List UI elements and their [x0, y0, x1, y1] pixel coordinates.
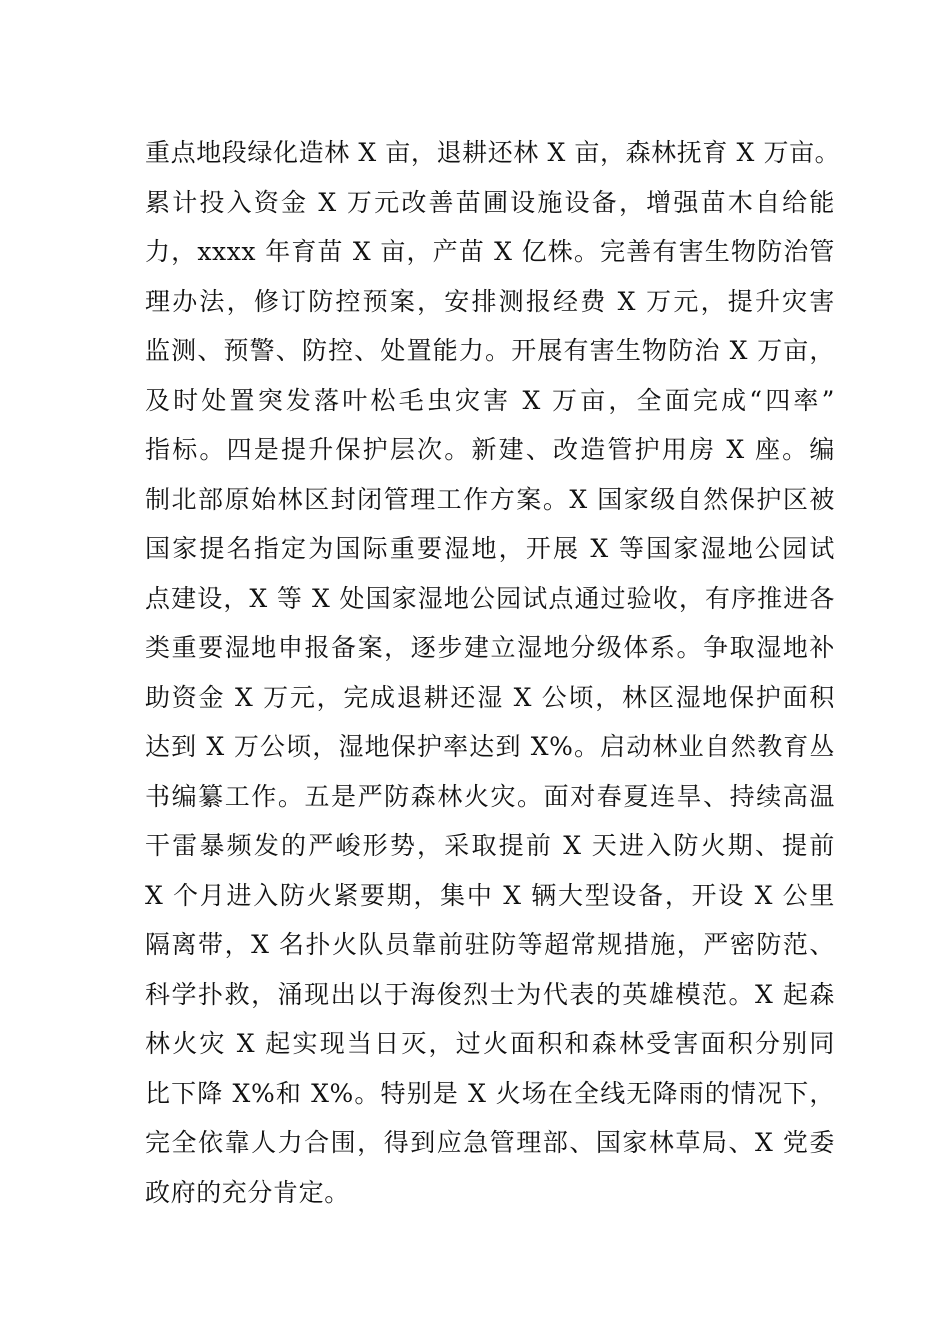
text-line: 干雷暴频发的严峻形势，采取提前 X 天进入防火期、提前 [145, 831, 835, 860]
text-line: 及时处置突发落叶松毛虫灾害 X 万亩，全面完成“四率” [145, 385, 835, 415]
text-line: 累计投入资金 X 万元改善苗圃设施设备，增强苗木自给能 [145, 187, 835, 217]
text-line: 类重要湿地申报备案，逐步建立湿地分级体系。争取湿地补 [145, 633, 835, 662]
text-line: 国家提名指定为国际重要湿地，开展 X 等国家湿地公园试 [145, 534, 835, 563]
text-line: 指标。四是提升保护层次。新建、改造管护用房 X 座。编 [145, 435, 835, 464]
text-line-last: 政府的充分肯定。 [145, 1177, 350, 1207]
text-line: 点建设，X 等 X 处国家湿地公园试点通过验收，有序推进各 [145, 583, 835, 613]
text-line: 科学扑救，涌现出以于海俊烈士为代表的英雄模范。X 起森 [145, 979, 835, 1009]
text-line: 理办法，修订防控预案，安排测报经费 X 万元，提升灾害 [145, 286, 835, 316]
text-line: 林火灾 X 起实现当日灭，过火面积和森林受害面积分别同 [145, 1029, 835, 1058]
text-line: 重点地段绿化造林 X 亩，退耕还林 X 亩，森林抚育 X 万亩。 [145, 138, 841, 167]
text-line: 书编纂工作。五是严防森林火灾。面对春夏连旱、持续高温 [145, 781, 835, 811]
text-line: 比下降 X%和 X%。特别是 X 火场在全线无降雨的情况下， [145, 1078, 835, 1108]
text-line: 达到 X 万公顷，湿地保护率达到 X%。启动林业自然教育丛 [145, 732, 835, 761]
text-line: 隔离带，X 名扑火队员靠前驻防等超常规措施，严密防范、 [145, 930, 835, 959]
text-line: 完全依靠人力合围，得到应急管理部、国家林草局、X 党委 [145, 1128, 835, 1157]
body-paragraph [145, 128, 841, 1217]
text-line: 助资金 X 万元，完成退耕还湿 X 公顷，林区湿地保护面积 [145, 682, 835, 712]
text-line: 监测、预警、防控、处置能力。开展有害生物防治 X 万亩， [145, 336, 835, 365]
text-line: 制北部原始林区封闭管理工作方案。X 国家级自然保护区被 [145, 484, 835, 514]
text-line: 力，xxxx 年育苗 X 亩，产苗 X 亿株。完善有害生物防治管 [145, 237, 835, 266]
text-line: X 个月进入防火紧要期，集中 X 辆大型设备，开设 X 公里 [145, 880, 835, 910]
